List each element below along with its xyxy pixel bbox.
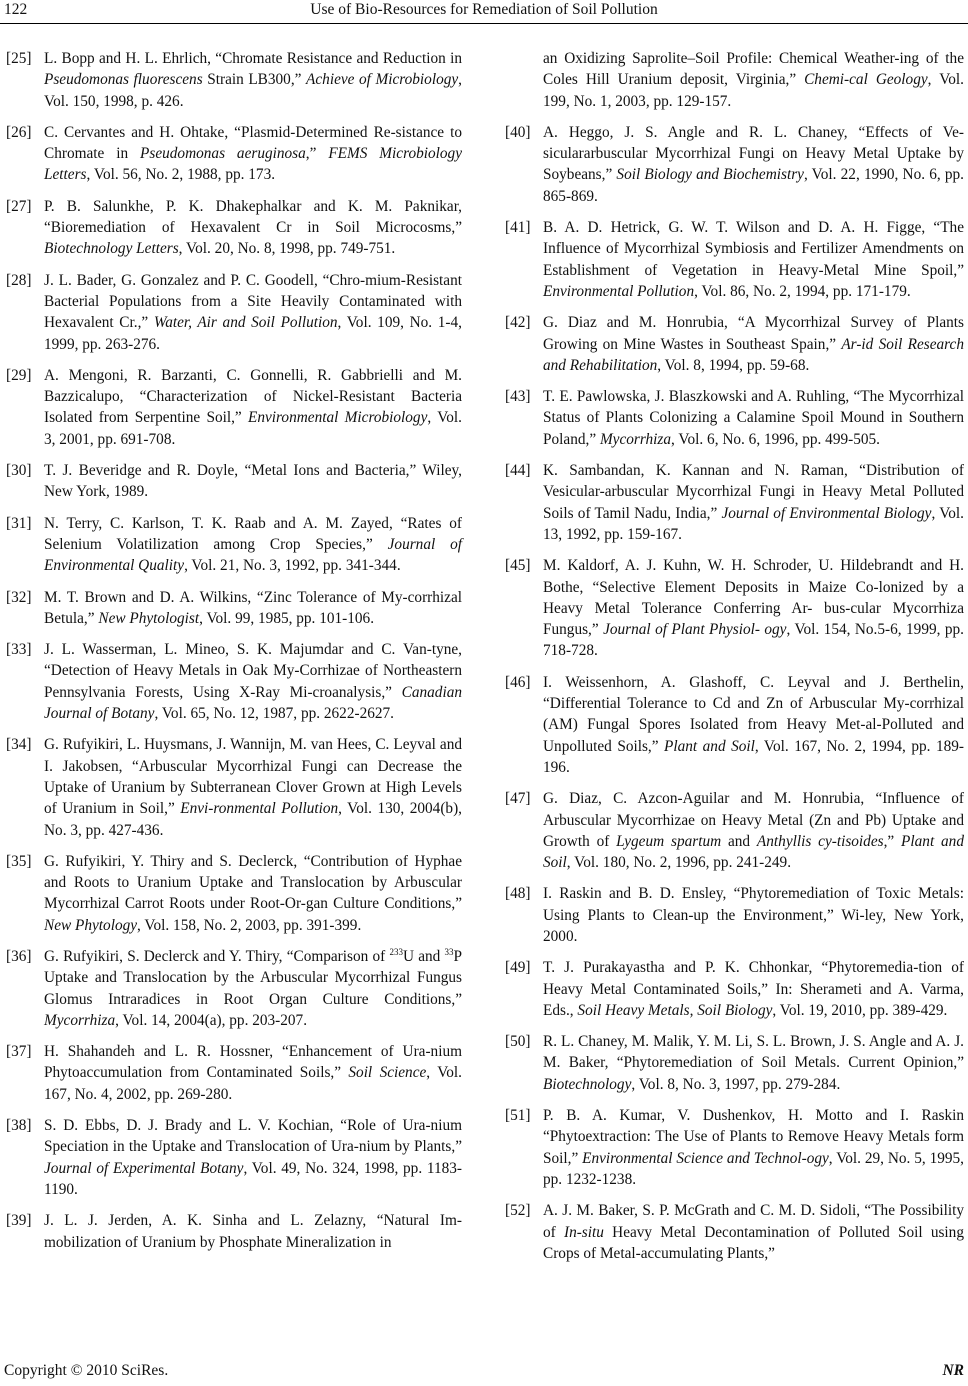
reference-text <box>44 513 462 577</box>
text-run: , Vol. 199, No. 1, 2003, pp. 129-157. <box>543 71 964 110</box>
text-run: T. J. Purakayastha and P. K. Chhonkar, “Phytoremedia-tion of Heavy Metal Contaminated Soils,” In: Sherameti and A. Varma, Eds., <box>543 959 964 1019</box>
reference-entry <box>6 270 462 355</box>
text-run: , Vol. 22, 1990, No. 6, pp. 865-869. <box>543 166 964 205</box>
text-run: P. B. A. Kumar, V. Dushenkov, H. Motto and I. Raskin “Phytoextraction: The Use of Plants to Remove Heavy Metals form Soil,” <box>543 1107 964 1167</box>
italic-title: Journal of Plant Physiol- ogy <box>603 621 787 639</box>
italic-title: Journal of Experimental Botany <box>44 1159 244 1177</box>
reference-text <box>543 788 964 873</box>
italic-title: Soil Science <box>348 1064 427 1082</box>
text-run: , Vol. 167, No. 2, 1994, pp. 189-196. <box>543 737 964 776</box>
reference-entry <box>6 513 462 577</box>
text-run: J. L. J. Jerden, A. K. Sinha and L. Zelazny, “Natural Im-mobilization of Uranium by Phosphate Mineralization in <box>44 1212 462 1251</box>
reference-number: [34] <box>6 736 32 754</box>
italic-title: Pseudomonas fluorescens <box>44 71 203 89</box>
reference-entry <box>6 122 462 186</box>
reference-entry <box>505 788 964 873</box>
text-run: , Vol. 8, No. 3, 1997, pp. 279-284. <box>631 1075 841 1093</box>
reference-entry <box>505 555 964 661</box>
reference-text <box>44 1210 462 1253</box>
italic-title: Soil Biology and Biochemistry <box>616 166 804 184</box>
text-run: , Vol. 56, No. 2, 1988, pp. 173. <box>86 166 276 184</box>
reference-text <box>543 1200 964 1264</box>
reference-entry <box>6 1041 462 1105</box>
text-run: , Vol. 8, 1994, pp. 59-68. <box>657 356 810 374</box>
reference-number: [38] <box>6 1117 32 1135</box>
reference-text <box>543 48 964 112</box>
text-run: M. Kaldorf, A. J. Kuhn, W. H. Schroder, U. Hildebrandt and H. Bothe, “Selective Element Deposits in Maize Co-lonized by a Heavy Metal Tolerance Conferring Ar- bus-cular Mycorrhiza Fungus,” <box>543 557 964 639</box>
text-run: G. Rufyikiri, L. Huysmans, J. Wannijn, M. van Hees, C. Leyval and I. Jakobsen, “Arbuscular Mycorrhizal Fungi can Decrease the Uptake of Uranium by Subterranean Clover Grown at High Levels of Uranium in Soil,” <box>44 736 462 818</box>
reference-number: [36] <box>6 947 32 965</box>
reference-number: [26] <box>6 123 32 141</box>
italic-title: Achieve of Microbiology <box>306 71 459 89</box>
italic-title: New Phytologist <box>98 609 200 627</box>
references-left-column <box>6 48 462 1263</box>
page-header <box>0 0 968 22</box>
reference-text <box>44 946 462 1031</box>
page-footer <box>0 1360 968 1386</box>
reference-entry <box>505 957 964 1021</box>
reference-number: [37] <box>6 1043 32 1061</box>
reference-number: [30] <box>6 462 32 480</box>
reference-entry <box>505 1200 964 1264</box>
reference-text <box>543 217 964 302</box>
text-run: I. Raskin and B. D. Ensley, “Phytoremediation of Toxic Metals: Using Plants to Clean-up the Environment,” Wi-ley, New York, 2000. <box>543 885 964 945</box>
italic-title: Environmental Pollution <box>543 282 695 300</box>
reference-text <box>44 734 462 840</box>
reference-text <box>44 587 462 630</box>
reference-number: [45] <box>505 557 531 575</box>
italic-title: Plant and Soil <box>664 737 755 755</box>
text-run: B. A. D. Hetrick, G. W. T. Wilson and D. A. H. Figge, “The Influence of Mycorrhizal Symbiosis and Fertilizer Amendments on Establishment of Vegetation in Heavy-Metal Mine Spoil,” <box>543 219 964 279</box>
copyright-notice: Copyright © 2010 SciRes. <box>4 1362 169 1379</box>
text-run: , Vol. 86, No. 2, 1994, pp. 171-179. <box>694 282 911 300</box>
text-run: A. J. M. Baker, S. P. McGrath and C. M. D. Sidoli, “The Possibility of <box>543 1202 964 1241</box>
reference-entry <box>6 946 462 1031</box>
text-run: , Vol. 109, No. 1-4, 1999, pp. 263-276. <box>44 314 462 353</box>
text-run: an Oxidizing Saprolite–Soil Profile: Chemical Weather-ing of the Coles Hill Uranium deposit, Virginia,” <box>543 50 964 89</box>
reference-text <box>44 1041 462 1105</box>
reference-text <box>44 48 462 112</box>
reference-text <box>543 957 964 1021</box>
reference-entry <box>6 734 462 840</box>
italic-title: Journal of Environmental Quality <box>44 535 462 575</box>
reference-number: [31] <box>6 514 32 532</box>
reference-number: [43] <box>505 388 531 406</box>
text-run: , Vol. 154, No.5-6, 1999, pp. 718-728. <box>543 621 964 660</box>
text-run: U and <box>402 947 445 965</box>
italic-title: Canadian Journal of Botany <box>44 683 462 723</box>
text-run: I. Weissenhorn, A. Glashoff, C. Leyval and J. Berthelin, “Differential Tolerance to Cd and Zn of Arbuscular My-corrhizal (AM) Fungal Spores Isolated from Heavy Met-al-Polluted and Unpolluted Soils,” <box>543 673 964 755</box>
text-run: M. T. Brown and D. A. Wilkins, “Zinc Tolerance of My-corrhizal Betula,” <box>44 588 462 627</box>
reference-number: [51] <box>505 1107 531 1125</box>
italic-title: Mycorrhiza <box>44 1011 116 1029</box>
text-run: , Vol. 13, 1992, pp. 159-167. <box>543 504 965 543</box>
text-run: T. E. Pawlowska, J. Blaszkowski and A. Ruhling, “The Mycorrhizal Status of Plants Colonizing a Calamine Spoil Mound in Southern Poland,” <box>543 388 964 448</box>
text-run: , Vol. 14, 2004(a), pp. 203-207. <box>115 1011 308 1029</box>
reference-number: [52] <box>505 1202 531 1220</box>
italic-title: Ar-id Soil Research and Rehabilitation <box>543 335 964 374</box>
text-run: Heavy Metal Decontamination of Polluted Soil using Crops of Metal-accumulating Plants,” <box>543 1223 964 1262</box>
reference-number: [32] <box>6 588 32 606</box>
reference-number: [44] <box>505 462 531 480</box>
reference-text <box>44 365 462 450</box>
reference-text <box>543 672 964 778</box>
text-run: , Vol. 99, 1985, pp. 101-106. <box>199 609 375 627</box>
reference-entry <box>505 48 964 112</box>
text-run: , Vol. 167, No. 4, 2002, pp. 269-280. <box>44 1064 463 1103</box>
reference-text <box>44 1115 462 1200</box>
text-run: Strain LB300,” <box>202 71 307 89</box>
text-run: , Vol. 3, 2001, pp. 691-708. <box>44 409 462 448</box>
italic-title: Chemi-cal Geology <box>804 71 928 89</box>
reference-number: [27] <box>6 197 32 215</box>
text-run: , Vol. 180, No. 2, 1996, pp. 241-249. <box>566 854 792 872</box>
text-run: L. Bopp and H. L. Ehrlich, “Chromate Resistance and Reduction in <box>44 50 462 67</box>
text-run: , Vol. 6, No. 6, 1996, pp. 499-505. <box>671 430 880 448</box>
reference-text <box>543 1105 964 1190</box>
text-run: P Uptake and Translocation by the Arbuscular Mycorrhizal Fungus Glomus Intraradices in Root Organ Culture Conditions,” <box>44 947 462 1008</box>
text-run: N. Terry, C. Karlson, T. K. Raab and A. M. Zayed, “Rates of Selenium Volatilization among Crop Species,” <box>44 514 462 553</box>
reference-entry <box>6 460 462 503</box>
reference-text <box>543 122 964 207</box>
text-run: T. J. Beveridge and R. Doyle, “Metal Ions and Bacteria,” Wiley, New York, 1989. <box>44 462 462 501</box>
reference-number: [25] <box>6 50 32 67</box>
reference-number: [47] <box>505 790 531 808</box>
references-right-column <box>505 48 964 1274</box>
text-run: C. Cervantes and H. Ohtake, “Plasmid-Determined Re-sistance to Chromate in <box>44 123 462 163</box>
italic-title: In-situ <box>563 1223 604 1241</box>
reference-text <box>44 122 462 186</box>
text-run: J. L. Bader, G. Gonzalez and P. C. Goodell, “Chro-mium-Resistant Bacterial Populations from a Site Heavily Contaminated with Hexavalent Cr.,” <box>44 271 462 332</box>
italic-title: FEMS Microbiology Letters <box>44 145 462 184</box>
reference-number: [39] <box>6 1212 32 1230</box>
journal-abbreviation: NR <box>942 1362 964 1379</box>
text-run: , Vol. 65, No. 12, 1987, pp. 2622-2627. <box>154 705 394 723</box>
text-run: , Vol. 29, No. 5, 1995, pp. 1232-1238. <box>543 1149 965 1188</box>
reference-text <box>543 460 964 545</box>
running-title: Use of Bio-Resources for Remediation of Soil Pollution <box>310 1 658 18</box>
reference-text <box>543 555 964 661</box>
reference-entry <box>505 1031 964 1095</box>
text-run: S. D. Ebbs, D. J. Brady and L. V. Kochian, “Role of Ura-nium Speciation in the Uptake and Translocation of Ura-nium by Plants,” <box>44 1117 462 1156</box>
text-run: R. L. Chaney, M. Malik, Y. M. Li, S. L. Brown, J. S. Angle and A. J. M. Baker, “Phytoremediation of Soil Metals. Current Opinion,” <box>543 1033 964 1072</box>
superscript: 33 <box>444 946 454 957</box>
reference-entry <box>6 196 462 260</box>
reference-entry <box>6 365 462 450</box>
italic-title: Soil Heavy Metals, Soil Biology <box>577 1001 773 1019</box>
italic-title: Pseudomonas aeruginosa <box>140 145 306 163</box>
reference-entry <box>6 587 462 630</box>
reference-text <box>543 386 964 450</box>
reference-text <box>44 851 462 936</box>
reference-entry <box>6 851 462 936</box>
text-run: J. L. Wasserman, L. Mineo, S. K. Majumdar and C. Van-tyne, “Detection of Heavy Metals in Oak My-Corrhizae of Northeastern Pennsylvania Forests, Using X-Ray Mi-croanalysis,” <box>44 641 462 701</box>
italic-title: New Phytology <box>44 916 138 934</box>
text-run: , Vol. 150, 1998, p. 426. <box>44 71 462 110</box>
text-run: A. Mengoni, R. Barzanti, C. Gonnelli, R. Gabbrielli and M. Bazzicalupo, “Characterization of Nickel-Resistant Bacteria Isolated from Serpentine Soil,” <box>44 366 462 427</box>
reference-entry <box>6 48 462 112</box>
italic-title: Anthyllis cy-tisoides <box>756 832 884 850</box>
text-run: , Vol. 130, 2004(b), No. 3, pp. 427-436. <box>44 800 462 839</box>
text-run: , Vol. 49, No. 324, 1998, pp. 1183-1190. <box>44 1159 462 1198</box>
italic-title: Water, Air and Soil Pollution <box>153 314 338 332</box>
reference-entry <box>505 1105 964 1190</box>
text-run: and <box>721 832 757 850</box>
reference-entry <box>6 1115 462 1200</box>
reference-text <box>44 270 462 355</box>
reference-entry <box>505 312 964 376</box>
reference-number: [29] <box>6 366 32 384</box>
italic-title: Biotechnology Letters <box>44 240 179 258</box>
reference-text <box>543 883 964 947</box>
reference-text <box>543 312 964 376</box>
reference-number: [46] <box>505 673 531 691</box>
text-run: G. Rufyikiri, Y. Thiry and S. Declerck, “Contribution of Hyphae and Roots to Uranium Uptake and Translocation by Arbuscular Mycorrhizal Carrot Roots under Root-Or-gan Culture Conditions,” <box>44 852 462 913</box>
reference-entry <box>6 1210 462 1253</box>
text-run: G. Rufyikiri, S. Declerck and Y. Thiry, “Comparison of <box>44 947 390 965</box>
text-run: , Vol. 19, 2010, pp. 389-429. <box>772 1001 948 1019</box>
reference-number: [42] <box>505 314 531 332</box>
reference-entry <box>505 386 964 450</box>
reference-number: [35] <box>6 852 32 870</box>
text-run: ,” <box>305 145 329 163</box>
italic-title: Environmental Science and Technol-ogy <box>582 1149 829 1167</box>
italic-title: Biotechnology <box>543 1075 632 1093</box>
text-run: P. B. Salunkhe, P. K. Dhakephalkar and K. M. Paknikar, “Bioremediation of Hexavalent Cr in Soil Microcosms,” <box>44 197 462 237</box>
reference-entry <box>6 639 462 724</box>
italic-title: Envi-ronmental Pollution <box>180 800 339 818</box>
italic-title: Plant and Soil <box>543 832 964 872</box>
text-run: , Vol. 21, No. 3, 1992, pp. 341-344. <box>184 557 401 575</box>
italic-title: Journal of Environmental Biology <box>721 504 932 522</box>
italic-title: Mycorrhiza <box>599 430 672 448</box>
reference-text <box>543 1031 964 1095</box>
text-run: G. Diaz and M. Honrubia, “A Mycorrhizal Survey of Plants Growing on Mine Wastes in Southeast Spain,” <box>543 314 964 353</box>
reference-text <box>44 196 462 260</box>
text-run: K. Sambandan, K. Kannan and N. Raman, “Distribution of Vesicular-arbuscular Mycorrhizal Fungi in Heavy Metal Polluted Soils of Tamil Nadu, India,” <box>543 462 964 522</box>
reference-number: [28] <box>6 271 32 289</box>
text-run: , Vol. 158, No. 2, 2003, pp. 391-399. <box>137 916 362 934</box>
reference-entry <box>505 217 964 302</box>
italic-title: Lygeum spartum <box>616 832 722 850</box>
reference-number: [50] <box>505 1033 531 1051</box>
header-rule <box>0 23 968 24</box>
reference-entry <box>505 122 964 207</box>
italic-title: Environmental Microbiology <box>248 409 428 427</box>
reference-entry <box>505 883 964 947</box>
superscript: 233 <box>389 946 403 957</box>
reference-number: [49] <box>505 959 531 977</box>
reference-number: [48] <box>505 885 531 903</box>
reference-number: [41] <box>505 219 531 237</box>
text-run: A. Heggo, J. S. Angle and R. L. Chaney, “Effects of Ve-siculararbuscular Mycorrhizal Fungi on Heavy Metal Uptake by Soybeans,” <box>543 123 964 184</box>
reference-text <box>44 460 462 503</box>
reference-entry <box>505 460 964 545</box>
text-run: H. Shahandeh and L. R. Hossner, “Enhancement of Ura-nium Phytoaccumulation from Contaminated Soils,” <box>44 1043 462 1082</box>
reference-entry <box>505 672 964 778</box>
text-run: , Vol. 20, No. 8, 1998, pp. 749-751. <box>178 240 396 258</box>
text-run: ,” <box>883 832 902 850</box>
text-run: G. Diaz, C. Azcon-Aguilar and M. Honrubia, “Influence of Arbuscular Mycorrhizae on Heavy Metal (Zn and Pb) Uptake and Growth of <box>543 790 964 850</box>
page-number: 122 <box>4 1 28 18</box>
reference-text <box>44 639 462 724</box>
reference-number: [33] <box>6 641 32 659</box>
reference-number: [40] <box>505 123 531 141</box>
